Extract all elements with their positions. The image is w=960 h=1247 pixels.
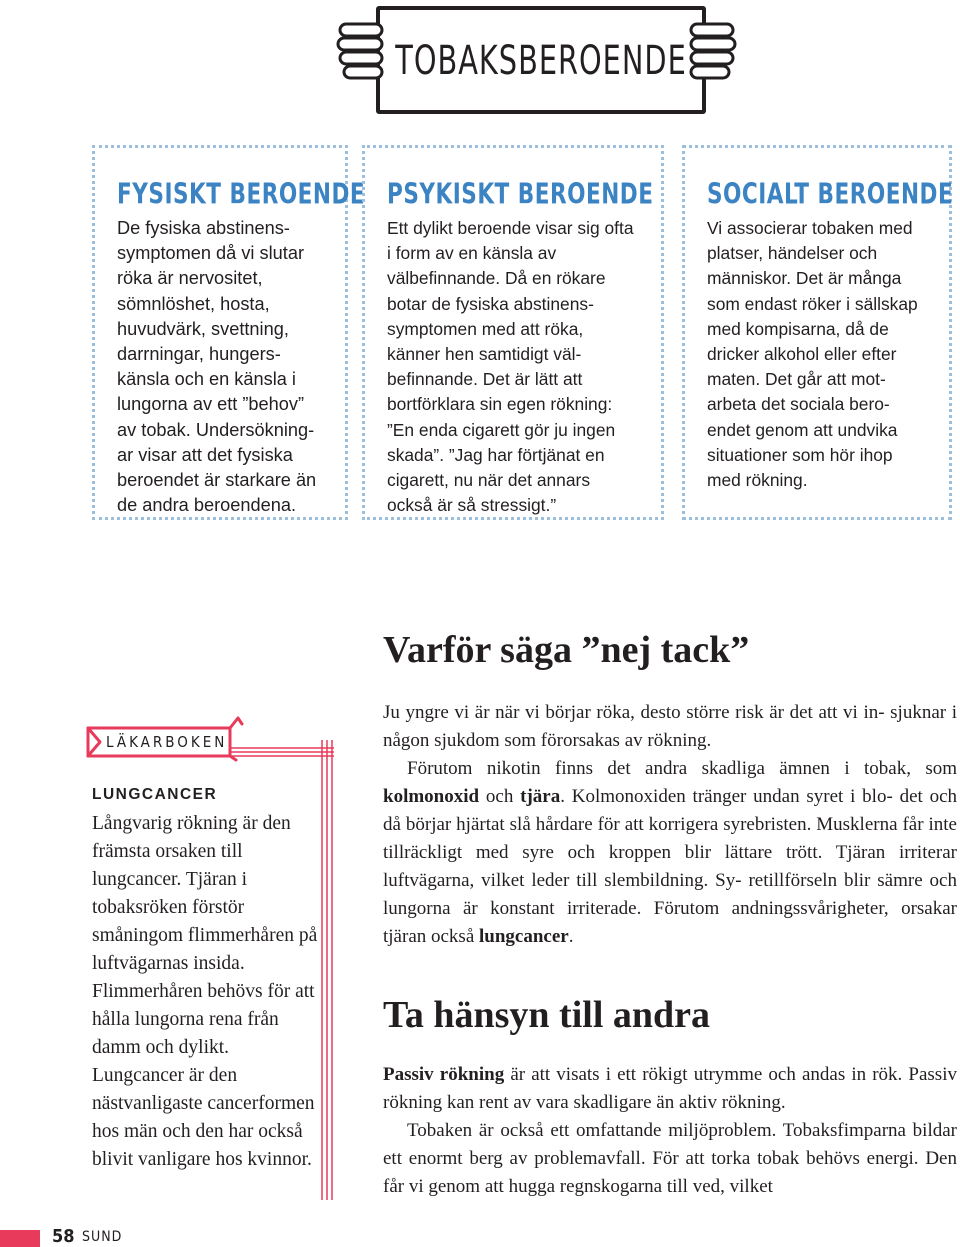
text-run: . <box>568 926 574 947</box>
bold-term: lungcancer <box>479 926 569 947</box>
page-number: 58 <box>52 1226 75 1247</box>
box-text: Vi associerar tobaken med platser, händelser och människor. Det är många som endast röker i sällskap med kompisarna, då de dricker alkohol eller efter maten. Det går att mot- arbeta det sociala bero- endet genom att undvika situationer som hör ihop med rökning. <box>707 218 918 491</box>
text-run: Förutom nikotin finns det andra skadliga ämnen i tobak, som <box>407 758 957 779</box>
text-run: är att visats i ett rökigt utrymme och andas in rök. Passiv rökning kan rent av vara skadligare än aktiv rökning. <box>383 1064 957 1113</box>
bold-term: tjära <box>520 786 561 807</box>
info-box-physical <box>92 145 366 520</box>
article-body-why <box>383 699 957 951</box>
paragraph <box>383 755 957 951</box>
text-run: . Kolmonoxiden tränger undan syret i blo- det och då börjar hjärtat slå hårdare för att korrigera syrebristen. Musklerna får inte tillräckligt med syre och kroppen blir lättare trött. Tjäran irriterar luftvägarna, vilket leder till slembildning. Sy- retillförseln blir sämre och lungorna är konstant irriterade. Förutom andningssvårigheter, orsakar tjäran också <box>383 786 958 947</box>
bold-term: Passiv rökning <box>383 1064 505 1085</box>
magazine-name: SUND <box>82 1229 123 1245</box>
folio-bar <box>0 1230 40 1247</box>
text-run: och <box>479 786 521 807</box>
paragraph <box>383 1061 957 1117</box>
article-heading-why: Varför säga ”nej tack” <box>383 629 750 671</box>
ribbon-label: LÄKARBOKEN <box>106 733 228 751</box>
box-text: Ett dylikt beroende visar sig ofta i form av en känsla av välbefinnande. Då en rökare botar de fysiska abstinens- symptomen med att röka, känner hen samtidigt väl- befinnande. Det är lätt att bortförklara sin egen rökning: ”En enda cigarett gör ju ingen skada”. ”Jag har förtjänat en cigarett, nu när det annars också är så stressigt.” <box>387 218 634 516</box>
bold-term: kolmonoxid <box>383 786 480 807</box>
box-text: De fysiska abstinens- symptomen då vi slutar röka är nervositet, sömnlöshet, hosta, huvudvärk, svettning, darrningar, hungers- känsla och en känsla i lungorna av ett ”behov” av tobak. Undersökning- ar visar att det fysiska beroendet är starkare än de andra beroendena. <box>117 218 317 516</box>
info-box-psychological <box>362 145 664 520</box>
sidebar-text: Långvarig rökning är den främsta orsaken till lungcancer. Tjäran i tobaksröken förstör småningom flimmerhåren på luftvägarnas insida. Flimmerhåren behövs för att hålla lungorna rena från damm och dylikt. Lungcancer är den nästvanligaste cancerformen hos män och den har också blivit vanligare hos kvinnor. <box>92 813 318 1170</box>
article-heading-others: Ta hänsyn till andra <box>383 994 711 1036</box>
paragraph: Tobaken är också ett omfattande miljöproblem. Tobaksfimparna bildar ett enormt berg av problemavfall. För att torka tobak behövs energi. Den får vi genom att hugga regnskogarna till ved, vilket <box>383 1120 957 1197</box>
sidebar-heading: LUNGCANCER <box>92 786 218 803</box>
box-title: FYSISKT BEROENDE <box>117 177 366 211</box>
info-box-social <box>682 145 952 520</box>
box-title: SOCIALT BEROENDE <box>707 177 954 211</box>
box-title: PSYKISKT BEROENDE <box>387 177 654 211</box>
page-title: TOBAKSBEROENDE <box>395 36 687 84</box>
article-body-others <box>383 1061 957 1201</box>
paragraph: Ju yngre vi är när vi börjar röka, desto större risk är det att vi in- sjuknar i någon sjukdom som förorsakas av rökning. <box>383 702 957 751</box>
